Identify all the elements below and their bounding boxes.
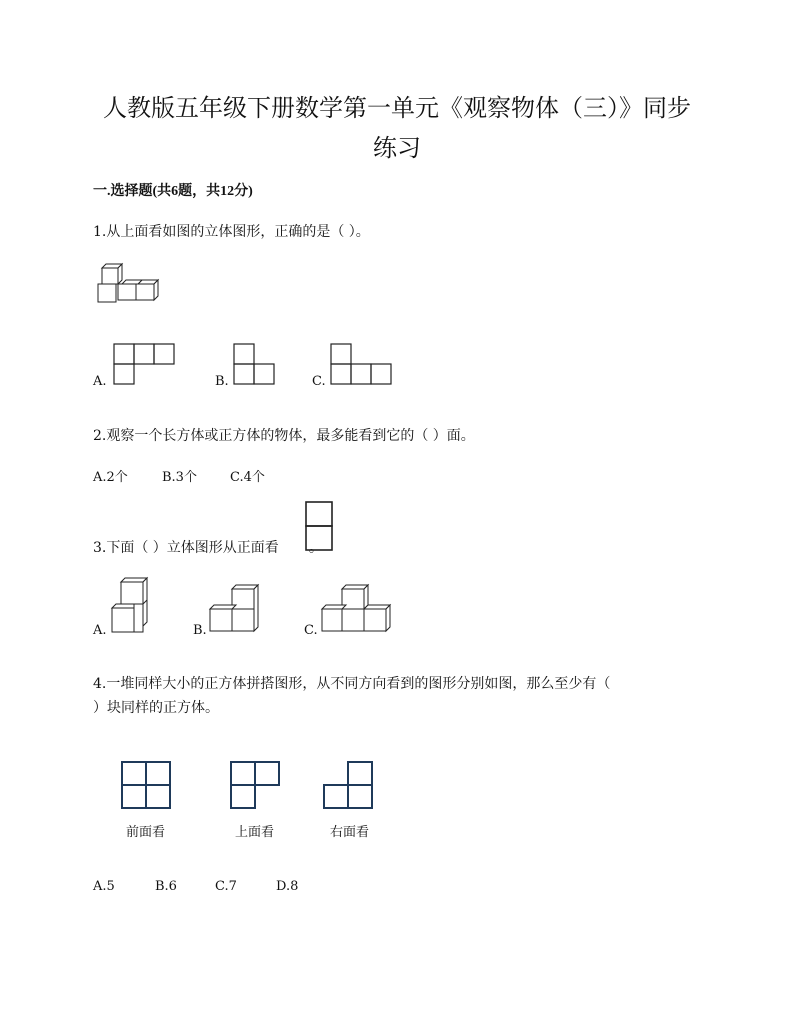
q4-front-view-figure [120, 760, 172, 810]
section-heading: 一.选择题(共6题，共12分) [93, 184, 253, 199]
q1-cube-figure [96, 262, 158, 304]
question-3-text-before: 3.下面（ ）立体图形从正面看 [93, 540, 279, 556]
question-3-text [93, 538, 323, 558]
question-3-text-after: 。 [308, 540, 323, 556]
q1-option-c-figure [330, 343, 394, 387]
q4-option-d[interactable]: D.8 [276, 879, 299, 894]
question-4-text-line-2: ）块同样的正方体。 [93, 700, 219, 716]
q3-front-view-figure [304, 500, 334, 552]
q4-top-view-caption: 上面看 [235, 824, 275, 839]
q1-option-a-figure [113, 343, 177, 387]
q1-option-a-label[interactable]: A. [93, 374, 107, 389]
question-4-text [93, 674, 693, 718]
q1-option-b-figure [233, 343, 277, 387]
q3-option-c-label[interactable]: C. [304, 623, 318, 638]
q3-option-b-figure [208, 583, 262, 633]
q4-option-b[interactable]: B.6 [155, 879, 177, 894]
question-4-text-line-1: 4.一堆同样大小的正方体拼搭图形，从不同方向看到的图形分别如图，那么至少有（ [93, 676, 611, 692]
q4-option-c[interactable]: C.7 [215, 879, 237, 894]
q4-option-a[interactable]: A.5 [93, 879, 115, 894]
q4-top-view-figure [229, 760, 281, 810]
q2-option-b[interactable]: B.3个 [162, 470, 197, 485]
q3-option-c-figure [320, 583, 394, 633]
page-title [60, 88, 734, 168]
q1-option-c-label[interactable]: C. [312, 374, 326, 389]
q2-option-a[interactable]: A.2个 [93, 470, 128, 485]
q2-option-c[interactable]: C.4个 [230, 470, 265, 485]
q1-option-b-label[interactable]: B. [215, 374, 229, 389]
q3-option-a-label[interactable]: A. [93, 623, 107, 638]
title-line-1: 人教版五年级下册数学第一单元《观察物体（三）》同步 [103, 94, 691, 122]
question-1-text: 1.从上面看如图的立体图形，正确的是（ ）。 [93, 224, 370, 240]
title-line-2: 练习 [373, 134, 421, 162]
q4-right-view-figure [322, 760, 374, 810]
q3-option-a-figure [111, 576, 151, 634]
question-2-text: 2.观察一个长方体或正方体的物体，最多能看到它的（ ）面。 [93, 428, 475, 444]
q3-option-b-label[interactable]: B. [193, 623, 207, 638]
q4-right-view-caption: 右面看 [330, 824, 370, 839]
q4-front-view-caption: 前面看 [126, 824, 166, 839]
